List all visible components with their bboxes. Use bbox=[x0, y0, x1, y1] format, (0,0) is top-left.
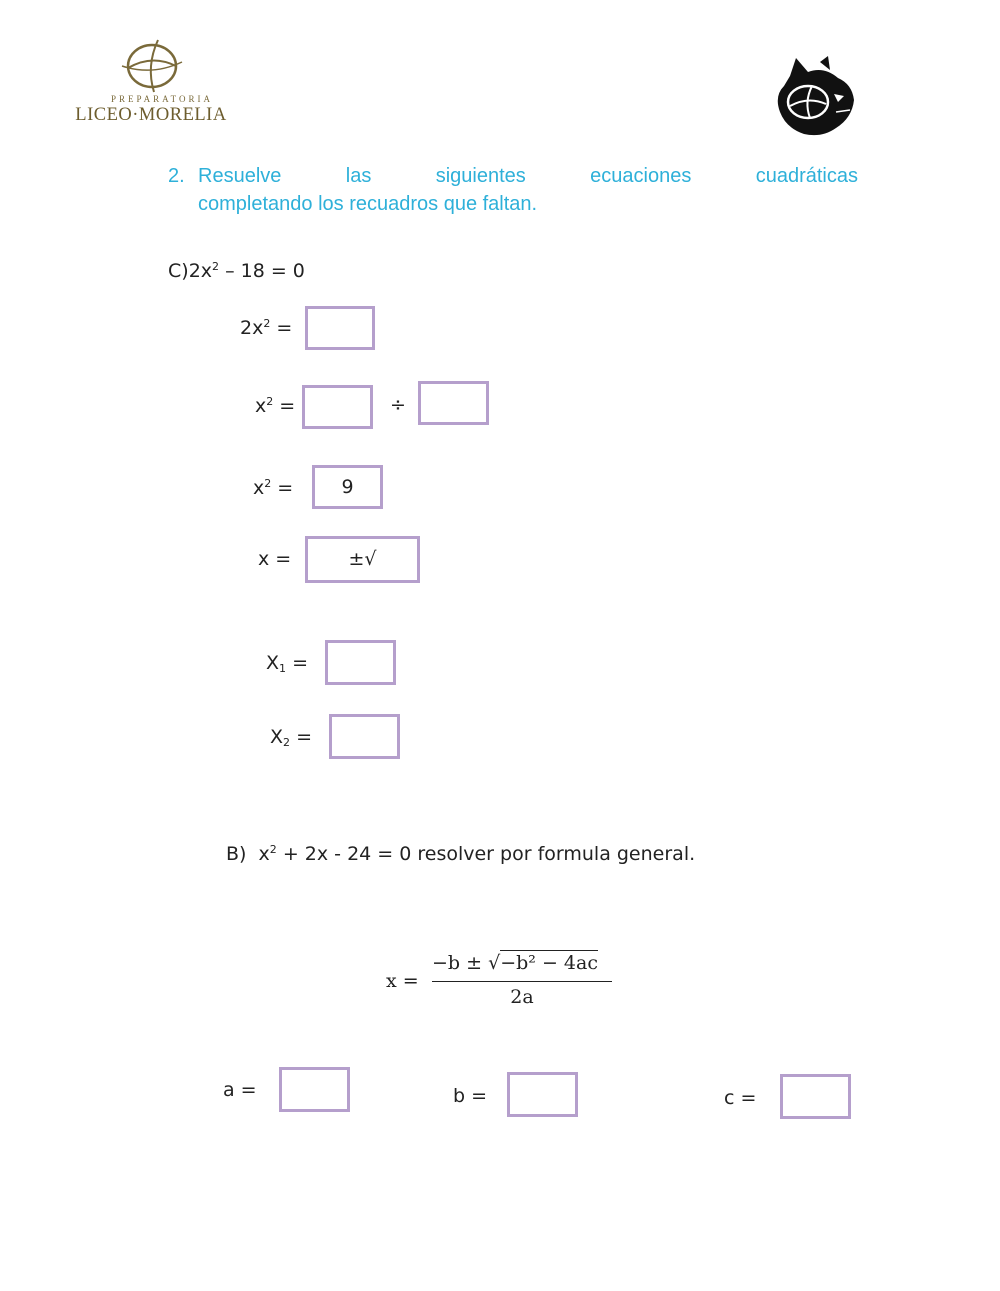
part-c-label: C) bbox=[168, 260, 189, 282]
b-label: b = bbox=[453, 1085, 488, 1107]
instruction-number: 2. bbox=[168, 165, 185, 187]
c-answer-input[interactable] bbox=[780, 1074, 851, 1119]
instruction-line-1: Resuelve las siguientes ecuaciones cuadráticas bbox=[198, 165, 858, 187]
part-b-label: B) bbox=[226, 843, 247, 865]
a-answer-input[interactable] bbox=[279, 1067, 350, 1112]
step3-value-box: 9 bbox=[312, 465, 383, 509]
step1-label: $2x^2$ = bbox=[240, 317, 293, 339]
x2-label: $X_2$ = bbox=[270, 726, 312, 749]
logo-title: LICEO·MORELIA bbox=[75, 105, 227, 125]
x1-label: $X_1$ = bbox=[266, 652, 308, 675]
logo-subtitle: PREPARATORIA bbox=[110, 94, 214, 104]
divide-symbol: ÷ bbox=[390, 394, 406, 416]
quadratic-formula-fraction bbox=[432, 948, 612, 1012]
fraction-bar bbox=[432, 981, 612, 982]
lynx-mascot-logo bbox=[772, 56, 858, 142]
globe-logo-icon bbox=[62, 36, 242, 96]
a-label: a = bbox=[223, 1079, 257, 1101]
formula-lhs: x = bbox=[386, 970, 419, 992]
formula-denominator: 2a bbox=[510, 986, 534, 1008]
formula-numerator: −b ± √−b² − 4ac bbox=[432, 952, 598, 974]
step4-root-input[interactable]: ±√ bbox=[305, 536, 420, 583]
step2-label: $x^2$ = bbox=[255, 395, 296, 417]
x1-answer-input[interactable] bbox=[325, 640, 396, 685]
lynx-head-icon bbox=[772, 56, 858, 142]
x2-answer-input[interactable] bbox=[329, 714, 400, 759]
step3-label: $x^2$ = bbox=[253, 477, 294, 499]
step4-label: x = bbox=[258, 548, 292, 570]
part-b-equation: B) $x^2 + 2x - 24 = 0$ resolver por formula general. bbox=[226, 843, 696, 865]
instruction-line-2: completando los recuadros que faltan. bbox=[198, 193, 538, 215]
c-label: c = bbox=[724, 1087, 757, 1109]
step1-answer-input[interactable] bbox=[305, 306, 375, 350]
liceo-morelia-logo bbox=[62, 36, 242, 128]
b-answer-input[interactable] bbox=[507, 1072, 578, 1117]
part-c-equation: $C)2x^2 - 18 = 0$ bbox=[168, 260, 305, 282]
step2-divisor-input[interactable] bbox=[418, 381, 489, 425]
step2-numerator-input[interactable] bbox=[302, 385, 373, 429]
